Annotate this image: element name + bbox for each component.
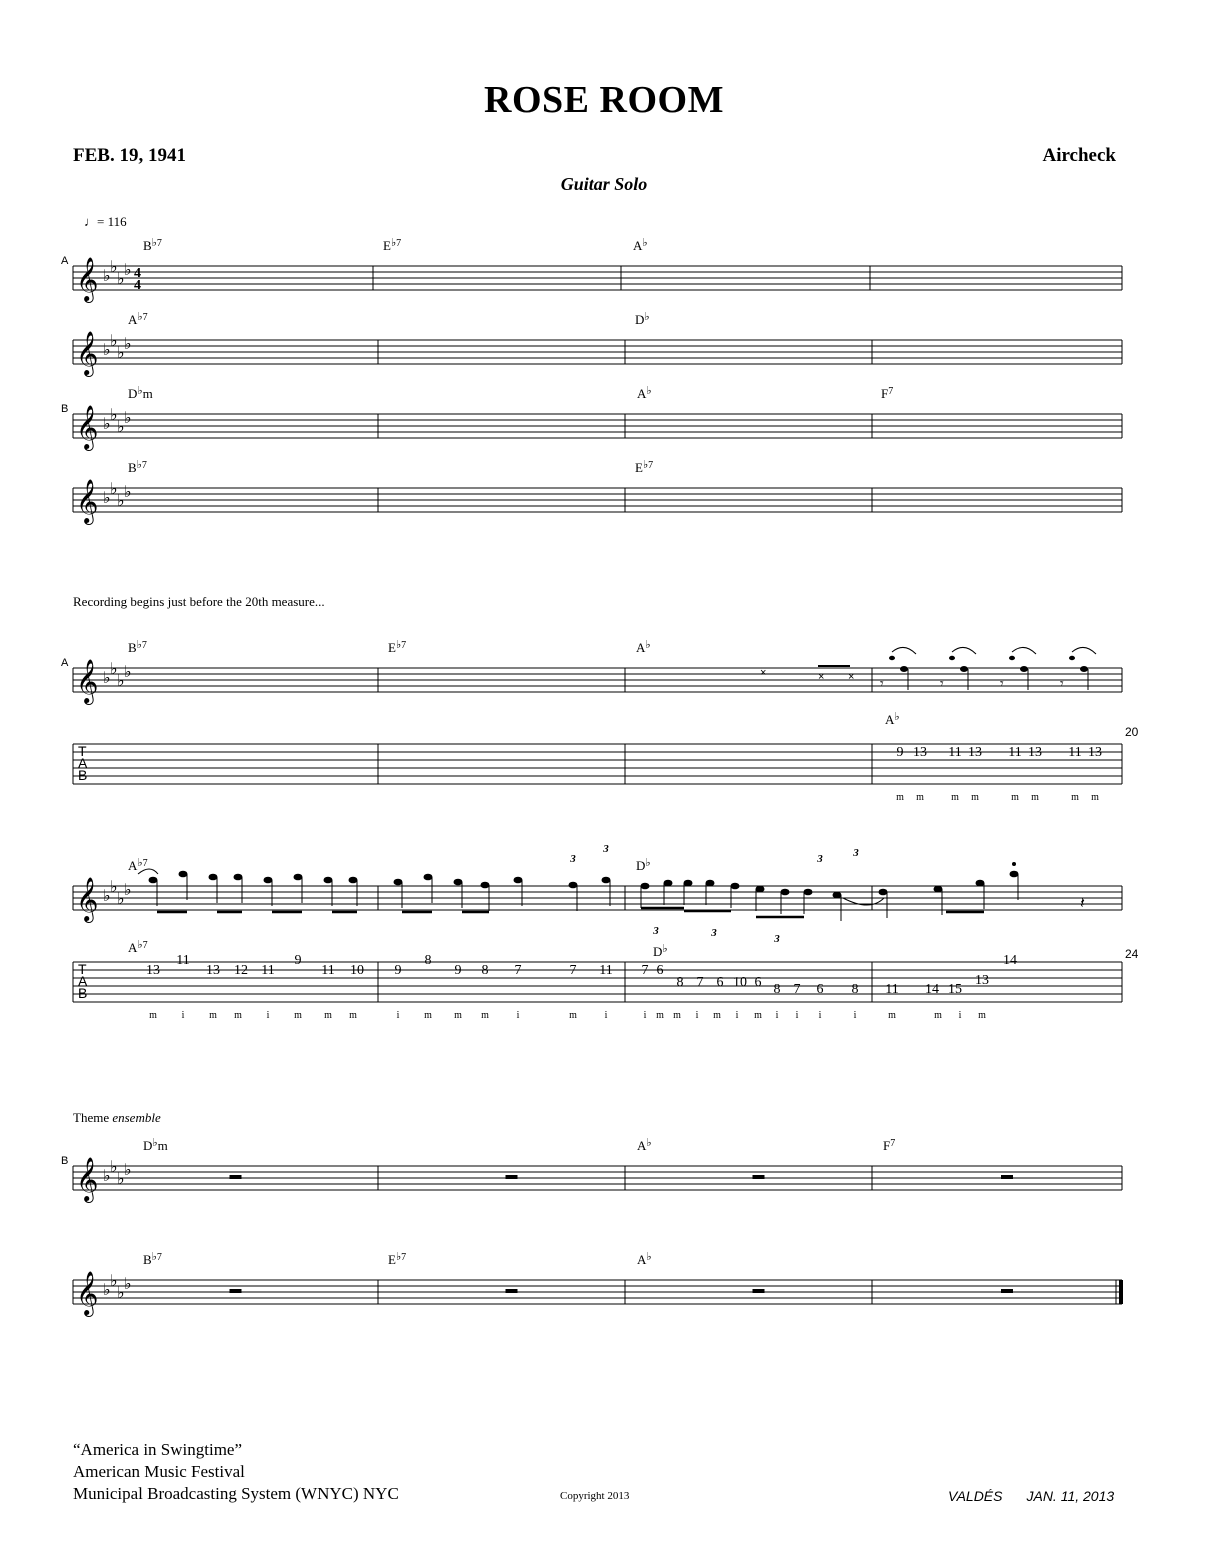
note-head bbox=[1020, 666, 1028, 672]
whole-rest bbox=[753, 1289, 765, 1293]
key-signature-flat: ♭ bbox=[103, 342, 111, 359]
chord-symbol: A♭7 bbox=[128, 857, 148, 873]
treble-clef-icon: 𝄞 bbox=[76, 407, 99, 449]
chord-symbol: E♭7 bbox=[388, 639, 407, 655]
tab-clef-letter: B bbox=[78, 767, 88, 783]
slur bbox=[138, 869, 158, 874]
note-head bbox=[804, 889, 813, 896]
note-head bbox=[454, 879, 463, 886]
key-signature-flat: ♭ bbox=[117, 419, 125, 436]
finger-marking: i bbox=[643, 1010, 647, 1021]
note-head bbox=[900, 666, 908, 672]
rehearsal-mark: A bbox=[61, 255, 69, 267]
note-head bbox=[934, 886, 943, 893]
rehearsal-mark: B bbox=[61, 1155, 69, 1167]
tab-fret-number: 13 bbox=[1088, 745, 1102, 760]
note-head bbox=[1080, 666, 1088, 672]
key-signature-flat: ♭ bbox=[124, 262, 132, 279]
tab-fret-number: 6 bbox=[754, 975, 762, 990]
chord-symbol: E♭7 bbox=[388, 1251, 407, 1267]
copyright: Copyright 2013 bbox=[560, 1490, 630, 1502]
note-head bbox=[569, 882, 578, 889]
theme-label: Theme bbox=[73, 1110, 110, 1125]
finger-marking: i bbox=[795, 1010, 799, 1021]
key-signature-flat: ♭ bbox=[110, 1159, 118, 1176]
finger-marking: i bbox=[604, 1010, 608, 1021]
tab-fret-number: 11 bbox=[1008, 745, 1022, 760]
quarter-rest: 𝄽 bbox=[1080, 895, 1085, 912]
finger-marking: m bbox=[209, 1010, 217, 1021]
finger-marking: m bbox=[149, 1010, 157, 1021]
key-signature-flat: ♭ bbox=[117, 493, 125, 510]
chord-symbol: B♭7 bbox=[128, 459, 147, 475]
tab-fret-number: 8 bbox=[851, 982, 859, 997]
recording-date: FEB. 19, 1941 bbox=[73, 145, 186, 166]
tempo-value: = 116 bbox=[97, 214, 127, 229]
muted-note-x: × bbox=[760, 667, 767, 679]
eighth-rest: 𝄾 bbox=[1000, 677, 1004, 692]
final-barline-thick bbox=[1119, 1280, 1123, 1304]
note-head bbox=[664, 880, 673, 887]
tab-clef-letter: B bbox=[78, 985, 88, 1001]
key-signature-flat: ♭ bbox=[117, 673, 125, 690]
finger-marking: m bbox=[349, 1010, 357, 1021]
chord-symbol: A♭ bbox=[636, 639, 651, 655]
finger-marking: m bbox=[896, 792, 904, 803]
tab-fret-number: 7 bbox=[696, 975, 704, 990]
finger-marking: m bbox=[324, 1010, 332, 1021]
note-head bbox=[349, 877, 358, 884]
eighth-rest: 𝄾 bbox=[880, 677, 884, 692]
tab-clef-letter: A bbox=[78, 973, 88, 989]
tab-fret-number: 13 bbox=[975, 973, 989, 988]
note-head bbox=[781, 889, 790, 896]
note-head bbox=[424, 874, 433, 881]
chord-symbol: D♭m bbox=[128, 385, 153, 401]
note-head bbox=[179, 871, 188, 878]
finger-marking: i bbox=[181, 1010, 185, 1021]
key-signature-flat: ♭ bbox=[117, 891, 125, 908]
chord-symbol: B♭7 bbox=[128, 639, 147, 655]
muted-note-x: × bbox=[848, 671, 855, 683]
finger-marking: m bbox=[754, 1010, 762, 1021]
whole-rest bbox=[506, 1175, 518, 1179]
key-signature-flat: ♭ bbox=[110, 481, 118, 498]
chord-symbol: A♭ bbox=[637, 1251, 652, 1267]
note-head bbox=[234, 874, 243, 881]
finger-marking: i bbox=[396, 1010, 400, 1021]
key-signature-flat: ♭ bbox=[110, 1273, 118, 1290]
page-subtitle: Guitar Solo bbox=[560, 174, 648, 194]
tab-fret-number: 9 bbox=[294, 953, 302, 968]
tab-fret-number: 14 bbox=[1003, 953, 1017, 968]
chord-symbol: $F^7$ bbox=[881, 386, 894, 401]
note-head bbox=[976, 880, 985, 887]
triplet-mark: 3 bbox=[653, 925, 659, 937]
finger-marking: i bbox=[516, 1010, 520, 1021]
key-signature-flat: ♭ bbox=[103, 1168, 111, 1185]
note-head bbox=[641, 883, 650, 890]
tab-chord-symbol: A♭ bbox=[885, 711, 900, 727]
finger-marking: i bbox=[775, 1010, 779, 1021]
note-head bbox=[960, 666, 968, 672]
grace-note-head bbox=[889, 656, 895, 660]
tab-fret-number: 8 bbox=[481, 963, 489, 978]
finger-marking: m bbox=[673, 1010, 681, 1021]
note-head bbox=[514, 877, 523, 884]
whole-rest bbox=[1001, 1175, 1013, 1179]
slur bbox=[952, 647, 976, 654]
key-signature-flat: ♭ bbox=[110, 879, 118, 896]
transcription-date: JAN. 11, 2013 bbox=[1026, 1488, 1115, 1504]
tab-fret-number: 11 bbox=[599, 963, 613, 978]
time-signature-top: 4 bbox=[134, 266, 141, 281]
treble-clef-icon: 𝄞 bbox=[76, 1273, 99, 1315]
tab-fret-number: 13 bbox=[913, 745, 927, 760]
key-signature-flat: ♭ bbox=[110, 259, 118, 276]
key-signature-flat: ♭ bbox=[103, 268, 111, 285]
tab-chord-symbol: A♭7 bbox=[128, 939, 148, 955]
key-signature-flat: ♭ bbox=[117, 271, 125, 288]
time-signature-bottom: 4 bbox=[134, 278, 141, 293]
finger-marking: m bbox=[569, 1010, 577, 1021]
chord-symbol: A♭ bbox=[637, 385, 652, 401]
note-head bbox=[602, 877, 611, 884]
finger-marking: m bbox=[481, 1010, 489, 1021]
triplet-mark: 3 bbox=[853, 847, 859, 859]
note-head bbox=[731, 883, 740, 890]
key-signature-flat: ♭ bbox=[103, 490, 111, 507]
chord-symbol: $F^7$ bbox=[883, 1138, 896, 1153]
note-head bbox=[294, 874, 303, 881]
treble-clef-icon: 𝄞 bbox=[76, 481, 99, 523]
finger-marking: i bbox=[735, 1010, 739, 1021]
tab-fret-number: 12 bbox=[234, 963, 248, 978]
treble-clef-icon: 𝄞 bbox=[76, 879, 99, 921]
grace-note-head bbox=[1009, 656, 1015, 660]
eighth-rest: 𝄾 bbox=[940, 677, 944, 692]
treble-clef-icon: 𝄞 bbox=[76, 259, 99, 301]
eighth-rest: 𝄾 bbox=[1060, 677, 1064, 692]
tab-fret-number: 8 bbox=[676, 975, 684, 990]
finger-marking: m bbox=[713, 1010, 721, 1021]
grace-note-head bbox=[1069, 656, 1075, 660]
page-title: ROSE ROOM bbox=[484, 79, 724, 121]
slur bbox=[1072, 647, 1096, 654]
finger-marking: m bbox=[978, 1010, 986, 1021]
tab-fret-number: 13 bbox=[968, 745, 982, 760]
finger-marking: m bbox=[424, 1010, 432, 1021]
tab-clef-letter: T bbox=[78, 743, 87, 759]
key-signature-flat: ♭ bbox=[124, 336, 132, 353]
note-head bbox=[209, 874, 218, 881]
finger-marking: m bbox=[1071, 792, 1079, 803]
chord-symbol: E♭7 bbox=[635, 459, 654, 475]
tab-fret-number: 7 bbox=[641, 963, 649, 978]
key-signature-flat: ♭ bbox=[124, 410, 132, 427]
chord-symbol: B♭7 bbox=[143, 237, 162, 253]
tab-fret-number: 6 bbox=[716, 975, 724, 990]
chord-symbol: D♭ bbox=[636, 857, 651, 873]
tab-fret-number: 8 bbox=[424, 953, 432, 968]
finger-marking: m bbox=[934, 1010, 942, 1021]
chord-symbol: A♭7 bbox=[128, 311, 148, 327]
whole-rest bbox=[1001, 1289, 1013, 1293]
tab-fret-number: 15 bbox=[948, 982, 962, 997]
key-signature-flat: ♭ bbox=[117, 1285, 125, 1302]
tab-fret-number: 11 bbox=[1068, 745, 1082, 760]
finger-marking: i bbox=[695, 1010, 699, 1021]
quarter-note-icon: ♩ bbox=[84, 214, 97, 229]
finger-marking: m bbox=[1031, 792, 1039, 803]
triplet-mark: 3 bbox=[570, 853, 576, 865]
key-signature-flat: ♭ bbox=[117, 1171, 125, 1188]
chord-symbol: D♭m bbox=[143, 1137, 168, 1153]
measure-number: 20 bbox=[1125, 725, 1139, 739]
tab-fret-number: 9 bbox=[896, 745, 904, 760]
note-head bbox=[756, 886, 765, 893]
treble-clef-icon: 𝄞 bbox=[76, 661, 99, 703]
tab-fret-number: 7 bbox=[793, 982, 801, 997]
note-head bbox=[879, 889, 888, 896]
note-head bbox=[833, 892, 842, 899]
key-signature-flat: ♭ bbox=[124, 664, 132, 681]
finger-marking: m bbox=[656, 1010, 664, 1021]
tab-fret-number: 13 bbox=[146, 963, 160, 978]
whole-rest bbox=[753, 1175, 765, 1179]
chord-symbol: A♭ bbox=[637, 1137, 652, 1153]
tab-fret-number: 9 bbox=[394, 963, 402, 978]
grace-note-head bbox=[949, 656, 955, 660]
finger-marking: m bbox=[916, 792, 924, 803]
tab-fret-number: 7 bbox=[514, 963, 522, 978]
finger-marking: m bbox=[888, 1010, 896, 1021]
finger-marking: m bbox=[454, 1010, 462, 1021]
note-head bbox=[684, 880, 693, 887]
note-head bbox=[1010, 871, 1019, 878]
slur bbox=[892, 647, 916, 654]
key-signature-flat: ♭ bbox=[110, 407, 118, 424]
note-head bbox=[394, 879, 403, 886]
whole-rest bbox=[506, 1289, 518, 1293]
key-signature-flat: ♭ bbox=[110, 333, 118, 350]
tab-chord-symbol: D♭ bbox=[653, 943, 668, 959]
theme-ensemble: ensemble bbox=[112, 1110, 161, 1125]
finger-marking: m bbox=[234, 1010, 242, 1021]
slur bbox=[1012, 647, 1036, 654]
triplet-mark: 3 bbox=[774, 933, 780, 945]
key-signature-flat: ♭ bbox=[124, 484, 132, 501]
tab-fret-number: 6 bbox=[816, 982, 824, 997]
finger-marking: m bbox=[1091, 792, 1099, 803]
tab-fret-number: 11 bbox=[948, 745, 962, 760]
triplet-mark: 3 bbox=[817, 853, 823, 865]
note-head bbox=[481, 882, 490, 889]
tab-fret-number: 7 bbox=[569, 963, 577, 978]
tab-fret-number: 13 bbox=[1028, 745, 1042, 760]
whole-rest bbox=[230, 1289, 242, 1293]
chord-symbol: D♭ bbox=[635, 311, 650, 327]
whole-rest bbox=[230, 1175, 242, 1179]
footer-broadcaster: Municipal Broadcasting System (WNYC) NYC bbox=[73, 1484, 399, 1503]
tab-clef-letter: T bbox=[78, 961, 87, 977]
key-signature-flat: ♭ bbox=[103, 416, 111, 433]
chord-symbol: A♭ bbox=[633, 237, 648, 253]
tab-fret-number: 10 bbox=[350, 963, 364, 978]
tab-fret-number: 13 bbox=[206, 963, 220, 978]
key-signature-flat: ♭ bbox=[103, 888, 111, 905]
tab-fret-number: 11 bbox=[261, 963, 275, 978]
recording-source: Aircheck bbox=[1042, 145, 1116, 166]
key-signature-flat: ♭ bbox=[103, 1282, 111, 1299]
key-signature-flat: ♭ bbox=[124, 1162, 132, 1179]
tab-fret-number: 11 bbox=[176, 953, 190, 968]
key-signature-flat: ♭ bbox=[124, 882, 132, 899]
key-signature-flat: ♭ bbox=[117, 345, 125, 362]
note-head bbox=[324, 877, 333, 884]
triplet-mark: 3 bbox=[711, 927, 717, 939]
note-head bbox=[149, 877, 158, 884]
measure-number: 24 bbox=[1125, 947, 1139, 961]
recording-note: Recording begins just before the 20th measure... bbox=[73, 594, 325, 609]
tab-fret-number: 9 bbox=[454, 963, 462, 978]
transcriber-name: VALDÉS bbox=[948, 1488, 1003, 1504]
key-signature-flat: ♭ bbox=[103, 670, 111, 687]
finger-marking: i bbox=[853, 1010, 857, 1021]
rehearsal-mark: A bbox=[61, 657, 69, 669]
rehearsal-mark: B bbox=[61, 403, 69, 415]
footer-program: “America in Swingtime” bbox=[73, 1440, 243, 1459]
tab-fret-number: 11 bbox=[885, 982, 899, 997]
chord-symbol: B♭7 bbox=[143, 1251, 162, 1267]
tab-fret-number: 14 bbox=[925, 982, 939, 997]
finger-marking: i bbox=[818, 1010, 822, 1021]
finger-marking: m bbox=[971, 792, 979, 803]
treble-clef-icon: 𝄞 bbox=[76, 1159, 99, 1201]
finger-marking: m bbox=[294, 1010, 302, 1021]
staccato-dot bbox=[1012, 862, 1016, 866]
tab-fret-number: 11 bbox=[321, 963, 335, 978]
tab-fret-number: 10 bbox=[733, 975, 747, 990]
tab-clef-letter: A bbox=[78, 755, 88, 771]
tab-fret-number: 8 bbox=[773, 982, 781, 997]
finger-marking: i bbox=[958, 1010, 962, 1021]
footer-festival: American Music Festival bbox=[73, 1462, 245, 1481]
key-signature-flat: ♭ bbox=[110, 661, 118, 678]
treble-clef-icon: 𝄞 bbox=[76, 333, 99, 375]
triplet-mark: 3 bbox=[603, 843, 609, 855]
transcriber-credit bbox=[948, 1488, 1114, 1504]
chord-symbol: E♭7 bbox=[383, 237, 402, 253]
finger-marking: m bbox=[1011, 792, 1019, 803]
note-head bbox=[264, 877, 273, 884]
finger-marking: i bbox=[266, 1010, 270, 1021]
finger-marking: m bbox=[951, 792, 959, 803]
key-signature-flat: ♭ bbox=[124, 1276, 132, 1293]
note-head bbox=[706, 880, 715, 887]
tab-fret-number: 6 bbox=[656, 963, 664, 978]
muted-note-x: × bbox=[818, 671, 825, 683]
